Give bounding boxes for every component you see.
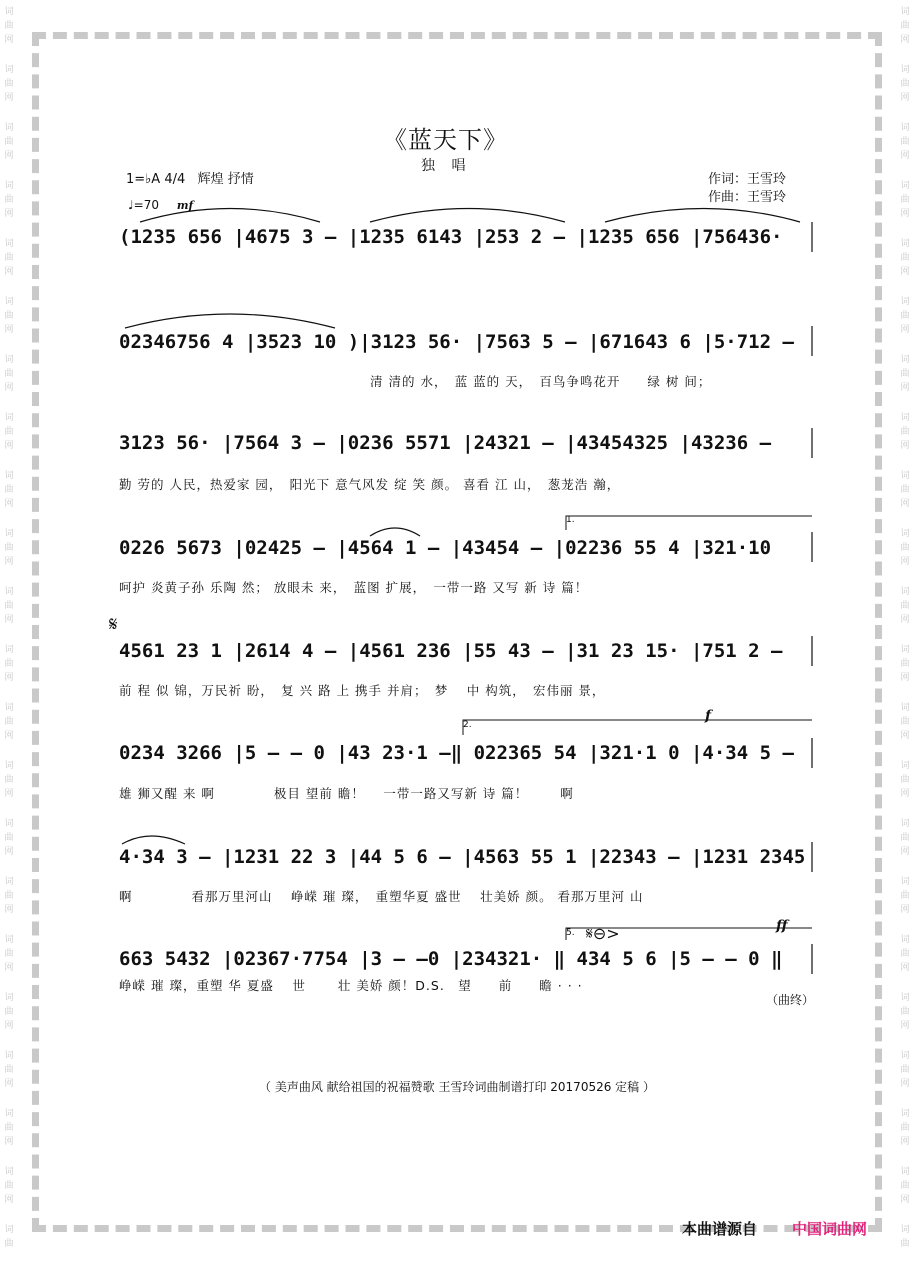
watermark-char: 曲 [900, 659, 910, 669]
watermark-char: 曲 [4, 21, 14, 31]
slur-6 [122, 836, 185, 844]
watermark-char: 词 [4, 181, 14, 191]
watermark-char: 词 [4, 529, 14, 539]
watermark-char: 曲 [4, 1123, 14, 1133]
watermark-char: 词 [900, 529, 910, 539]
watermark-char: 曲 [4, 427, 14, 437]
watermark-char: 曲 [4, 775, 14, 785]
watermark-char: 曲 [4, 79, 14, 89]
watermark-char: 网 [4, 847, 14, 857]
watermark-char: 曲 [900, 1123, 910, 1133]
watermark-char: 曲 [4, 659, 14, 669]
volta-2-marker: 2. [463, 720, 472, 730]
watermark-char: 词 [900, 1051, 910, 1061]
watermark-char: 曲 [900, 775, 910, 785]
watermark-char: 网 [900, 93, 910, 103]
watermark-char: 网 [900, 441, 910, 451]
song-subtitle: 独 唱 [421, 158, 472, 174]
watermark-char: 词 [4, 355, 14, 365]
watermark-char: 词 [4, 703, 14, 713]
watermark-char: 曲 [4, 485, 14, 495]
watermark-char: 曲 [4, 1065, 14, 1075]
brand-label: 中国词曲网 [792, 1220, 868, 1238]
watermark-char: 曲 [900, 427, 910, 437]
watermark-char: 曲 [900, 543, 910, 553]
volta-coda-marker: 5. [566, 928, 575, 938]
watermark-char: 词 [900, 587, 910, 597]
volta-1-bracket [566, 516, 812, 530]
watermark-char: 词 [4, 877, 14, 887]
staff-line-7-lyrics: 啊 看那万里河山 峥嵘 璀 璨， 重塑华夏 盛世 壮美娇 颜。 看那万里河 山 [119, 889, 644, 904]
watermark-char: 网 [900, 325, 910, 335]
watermark-char: 网 [4, 557, 14, 567]
watermark-char: 网 [4, 93, 14, 103]
watermark-char: 词 [900, 123, 910, 133]
watermark-char: 网 [900, 557, 910, 567]
watermark-char: 曲 [900, 1181, 910, 1191]
watermark-char: 网 [4, 383, 14, 393]
watermark-char: 网 [900, 905, 910, 915]
watermark-char: 词 [900, 819, 910, 829]
watermark-char: 曲 [4, 369, 14, 379]
watermark-char: 曲 [900, 195, 910, 205]
footer-note: （ 美声曲风 献给祖国的祝福赞歌 王雪玲词曲制谱打印 20170526 定稿 ） [259, 1080, 655, 1094]
watermark-char: 曲 [4, 601, 14, 611]
watermark-char: 曲 [4, 543, 14, 553]
watermark-char: 网 [4, 789, 14, 799]
composer-credit: 作曲：王雪玲 [708, 190, 787, 205]
watermark-char: 词 [4, 123, 14, 133]
watermark-char: 网 [900, 789, 910, 799]
watermark-char: 曲 [900, 949, 910, 959]
watermark-char: 曲 [900, 137, 910, 147]
watermark-char: 词 [4, 1051, 14, 1061]
key-text: 1=♭A 4/4 [126, 172, 186, 187]
watermark-char: 词 [900, 1167, 910, 1177]
watermark-char: 词 [4, 761, 14, 771]
watermark-char: 曲 [900, 1239, 910, 1249]
dynamic-mf: mf [176, 199, 194, 212]
watermark-char: 网 [4, 1079, 14, 1089]
watermark-char: 网 [4, 615, 14, 625]
staff-line-1-notes: (1235 656 |4675 3 – |1235 6143 |253 2 – |1235 656 |756436· [119, 226, 783, 248]
watermark-char: 词 [900, 877, 910, 887]
watermark-char: 词 [4, 993, 14, 1003]
slur-4 [125, 314, 335, 328]
watermark-char: 曲 [900, 253, 910, 263]
tempo-text: ♩=70 [128, 198, 159, 212]
dynamic-fortissimo: ff [776, 918, 788, 934]
watermark-char: 网 [4, 441, 14, 451]
watermark-char: 词 [900, 471, 910, 481]
watermark-char: 网 [900, 847, 910, 857]
volta-1-marker: 1. [566, 515, 575, 525]
watermark-char: 网 [900, 151, 910, 161]
watermark-char: 词 [900, 645, 910, 655]
slurs [122, 209, 800, 845]
watermark-char: 网 [4, 151, 14, 161]
watermark-char: 曲 [4, 1181, 14, 1191]
staff-line-8-notes: 663 5432 |02367·7754 |3 – –0 |234321· ‖ 434 5 6 |5 – – 0 ‖ [119, 948, 783, 970]
watermark-char: 曲 [4, 1007, 14, 1017]
watermark-char: 网 [4, 963, 14, 973]
volta-coda-bracket [566, 928, 812, 940]
watermark-char: 网 [900, 1137, 910, 1147]
watermark-char: 曲 [900, 717, 910, 727]
watermark-char: 词 [900, 703, 910, 713]
watermark-char: 曲 [4, 253, 14, 263]
watermark-char: 网 [4, 325, 14, 335]
watermark-char: 曲 [4, 311, 14, 321]
watermark-char: 词 [900, 413, 910, 423]
style-text: 辉煌 抒情 [197, 172, 254, 187]
watermark-char: 网 [4, 209, 14, 219]
watermark-char: 词 [4, 935, 14, 945]
staff-line-4-notes: 0226 5673 |02425 – |4564 1 – |43454 – |02236 55 4 |321·10 [119, 537, 772, 559]
watermark-char: 网 [900, 499, 910, 509]
watermark-char: 词 [4, 587, 14, 597]
watermark-char: 词 [900, 65, 910, 75]
slur-5 [370, 528, 420, 536]
watermark-char: 词 [4, 239, 14, 249]
watermark-char: 词 [900, 1109, 910, 1119]
watermark-char: 曲 [900, 601, 910, 611]
staff-line-4-lyrics: 呵护 炎黄子孙 乐陶 然； 放眼未 来， 蓝图 扩展， 一带一路 又写 新 诗 篇！ [119, 580, 589, 595]
watermark-char: 词 [4, 65, 14, 75]
watermark-char: 网 [4, 1195, 14, 1205]
watermark-char: 曲 [900, 891, 910, 901]
segno-sign: 𝄋 [109, 612, 118, 636]
watermark-char: 词 [4, 471, 14, 481]
watermark-char: 词 [4, 413, 14, 423]
watermark-char: 网 [900, 35, 910, 45]
staff-line-8-lyrics: 峥嵘 璀 璨，重塑 华 夏盛 世 壮 美娇 颜！D.S. 望 前 瞻 · · · [119, 978, 583, 993]
watermark-char: 曲 [900, 79, 910, 89]
watermark-char: 网 [900, 1079, 910, 1089]
slur-1 [140, 209, 320, 223]
watermark-char: 网 [4, 499, 14, 509]
watermark-char: 网 [900, 963, 910, 973]
watermark-char: 曲 [900, 1007, 910, 1017]
watermark-char: 网 [4, 1021, 14, 1031]
staff-line-3-notes: 3123 56· |7564 3 – |0236 5571 |24321 – |43454325 |43236 – [119, 432, 772, 454]
slur-2 [370, 209, 565, 223]
watermark-char: 词 [900, 355, 910, 365]
watermark-char: 词 [4, 819, 14, 829]
watermark-char: 曲 [900, 369, 910, 379]
watermark-char: 网 [900, 267, 910, 277]
watermark-char: 词 [900, 181, 910, 191]
watermark-char: 曲 [4, 949, 14, 959]
watermark-char: 词 [4, 297, 14, 307]
watermark-char: 词 [4, 7, 14, 17]
watermark-char: 网 [4, 267, 14, 277]
volta-brackets [463, 516, 812, 940]
lyricist-credit: 作词：王雪玲 [708, 172, 787, 187]
watermark-char: 网 [900, 209, 910, 219]
watermark-char: 词 [900, 297, 910, 307]
staff-line-5-lyrics: 前 程 似 锦，万民祈 盼， 复 兴 路 上 携手 并肩； 梦 中 构筑， 宏伟丽 景， [119, 683, 606, 698]
watermark-char: 网 [4, 905, 14, 915]
watermark-char: 曲 [4, 833, 14, 843]
watermark-char: 词 [900, 935, 910, 945]
watermark-char: 曲 [4, 1239, 14, 1249]
watermark-char: 词 [900, 993, 910, 1003]
watermark-char: 网 [900, 731, 910, 741]
watermark-char: 词 [4, 1225, 14, 1235]
staff-line-5-notes: 4561 23 1 |2614 4 – |4561 236 |55 43 – |31 23 15· |751 2 – [119, 640, 783, 662]
song-title: 《蓝天下》 [383, 126, 508, 154]
source-label: 本曲谱源自 [682, 1220, 758, 1238]
staff-line-6-notes: 0234 3266 |5 – – 0 |43 23·1 –‖ 022365 54 |321·1 0 |4·34 5 – [119, 742, 794, 764]
watermark-char: 曲 [900, 833, 910, 843]
watermark-char: 曲 [4, 137, 14, 147]
slur-3 [605, 209, 800, 223]
watermark-char: 词 [900, 239, 910, 249]
dynamic-forte: f [705, 708, 712, 724]
volta-2-bracket [463, 720, 812, 735]
watermark-char: 词 [4, 1167, 14, 1177]
watermark-char: 曲 [4, 717, 14, 727]
watermark-char: 网 [900, 383, 910, 393]
watermark-char: 曲 [900, 485, 910, 495]
staff-line-6-lyrics: 雄 狮又醒 来 啊 极目 望前 瞻！ 一带一路又写新 诗 篇！ 啊 [119, 786, 574, 801]
watermark-char: 曲 [900, 311, 910, 321]
watermark-char: 网 [900, 673, 910, 683]
watermark-char: 词 [900, 7, 910, 17]
watermark-char: 曲 [900, 1065, 910, 1075]
watermark-char: 网 [4, 731, 14, 741]
watermark-char: 曲 [900, 21, 910, 31]
watermark-char: 词 [900, 1225, 910, 1235]
watermark-char: 词 [4, 1109, 14, 1119]
ending-mark: （曲终） [766, 993, 815, 1007]
staff-line-7-notes: 4·34 3 – |1231 22 3 |44 5 6 – |4563 55 1 |22343 – |1231 2345 [119, 846, 806, 868]
watermark-char: 网 [4, 35, 14, 45]
watermark-char: 网 [4, 1137, 14, 1147]
watermark-char: 词 [4, 645, 14, 655]
staff-line-2-notes: 02346756 4 |3523 10 )|3123 56· |7563 5 – |671643 6 |5·712 – [119, 331, 794, 353]
coda-sign: 𝄋⊖> [586, 924, 620, 943]
watermark-char: 网 [900, 615, 910, 625]
watermark-char: 词 [900, 761, 910, 771]
watermark-char: 网 [4, 673, 14, 683]
watermark-char: 网 [900, 1195, 910, 1205]
staff-line-3-lyrics: 勤 劳的 人民，热爱家 园， 阳光下 意气风发 绽 笑 颜。 喜看 江 山， 葱茏浩 瀚， [119, 477, 621, 492]
watermark-char: 曲 [4, 891, 14, 901]
watermark-char: 网 [900, 1021, 910, 1031]
watermark-char: 曲 [4, 195, 14, 205]
staff-line-2-lyrics: 清 清的 水， 蓝 蓝的 天， 百鸟争鸣花开 绿 树 间； [370, 374, 712, 389]
